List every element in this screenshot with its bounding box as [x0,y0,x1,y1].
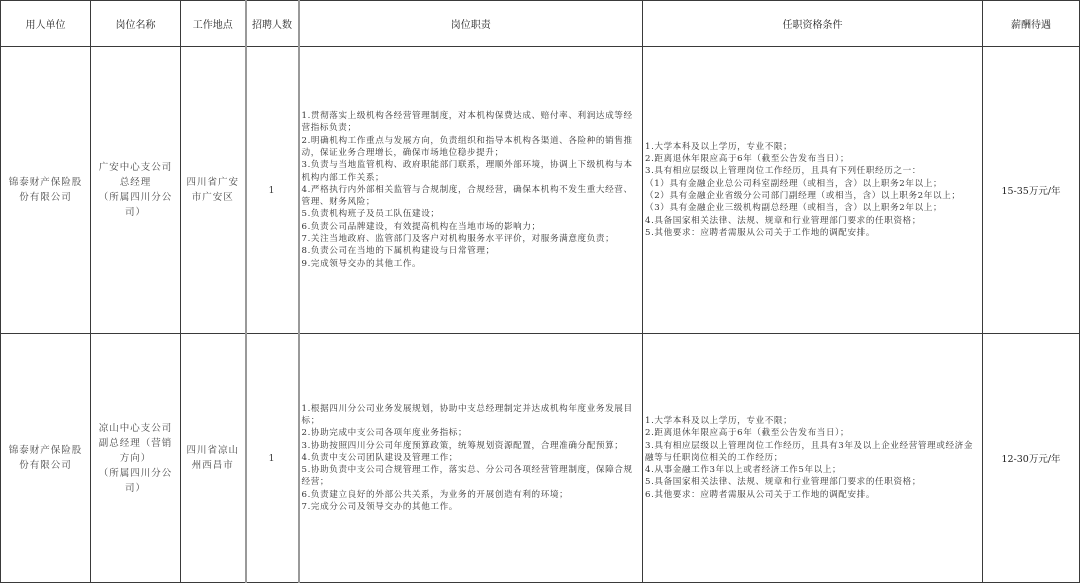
table-row [1,334,1080,583]
qualification-item: 3.具有相应层级以上管理岗位工作经历，且具有下列任职经历之一： [645,166,922,177]
qualification-item: （1）具有金融企业总公司科室副经理（或相当，含）以上职务2年以上； [645,178,943,189]
duties-cell [299,334,643,583]
qualification-item: 1.大学本科及以上学历，专业不限； [645,141,793,152]
duty-item: 3.负责与当地监管机构、政府职能部门联系，理顺外部环境，协调上下级机构与本机构内部工作关系； [301,160,633,183]
table-row [1,47,1080,334]
duty-item: 1.根据四川分公司业务发展规划，协助中支总经理制定并达成机构年度业务发展目标； [301,403,633,426]
qualification-item: 2.距离退休年限应高于6年（截至公告发布当日）； [645,428,850,439]
position-title: 广安中心支公司总经理 [98,162,173,188]
qualification-item: 4.具备国家相关法律、法规、规章和行业管理部门要求的任职资格； [645,215,922,226]
duty-item: 9.完成领导交办的其他工作。 [301,258,422,269]
header-qualifications: 任职资格条件 [643,1,983,47]
qualification-item: 3.具有相应层级以上管理岗位工作经历，且具有3年及以上企业经营管理或经济金融等与任职岗位相关的工作经历； [645,440,974,463]
header-position: 岗位名称 [91,1,181,47]
duty-item: 6.负责建立良好的外部公共关系，为业务的开展创造有利的环境； [301,489,569,500]
employer-cell: 锦泰财产保险股份有限公司 [1,334,91,583]
position-cell [91,334,181,583]
header-location: 工作地点 [181,1,246,47]
qualification-item: 5.具备国家相关法律、法规、规章和行业管理部门要求的任职资格； [645,477,922,488]
qualification-item: 5.其他要求：应聘者需服从公司关于工作地的调配安排。 [645,227,876,238]
header-employer: 用人单位 [1,1,91,47]
header-salary: 薪酬待遇 [983,1,1080,47]
position-title: 凉山中心支公司副总经理（营销方向） [98,422,173,464]
duty-item: 4.严格执行内外部相关监管与合规制度，合规经营，确保本机构不发生重大经营、管理、财务风险； [301,184,633,208]
qualifications-cell [643,334,983,583]
duty-item: 8.负责公司在当地的下属机构建设与日常管理； [301,246,495,257]
duty-item: 5.协助负责中支公司合规管理工作，落实总、分公司各项经营管理制度，保障合规经营； [301,465,633,488]
salary-cell: 12-30万元/年 [983,334,1080,583]
table-header-row [1,1,1080,47]
header-headcount: 招聘人数 [246,1,299,47]
qualification-item: 2.距离退休年限应高于6年（截至公告发布当日）； [645,154,850,165]
location-cell: 四川省凉山州西昌市 [181,334,246,583]
duty-item: 7.关注当地政府、监管部门及客户对机构服务水平评价，对服务满意度负责； [301,234,615,245]
qualification-item: （3）具有金融企业三级机构副总经理（或相当，含）以上职务2年以上； [645,203,943,214]
duty-item: 5.负责机构班子及员工队伍建设； [301,209,440,220]
location-cell: 四川省广安市广安区 [181,47,246,334]
duty-item: 2.明确机构工作重点与发展方向，负责组织和指导本机构各渠道、各险种的销售推动，保证业务合理增长，确保市场地位稳步提升； [301,135,633,158]
duties-cell [299,47,643,334]
duty-item: 4.负责中支公司团队建设及管理工作； [301,452,458,463]
qualification-item: 1.大学本科及以上学历，专业不限； [645,415,793,426]
duty-item: 2.协助完成中支公司各项年度业务指标； [301,428,468,439]
qualification-item: 6.其他要求：应聘者需服从公司关于工作地的调配安排。 [645,489,876,500]
duty-item: 1.贯彻落实上级机构各经营管理制度，对本机构保费达成、赔付率、利润达成等经营指标负责； [301,111,633,134]
headcount-cell: 1 [246,47,299,334]
duty-item: 6.负责公司品牌建设，有效提高机构在当地市场的影响力； [301,221,541,232]
position-note: （所属四川分公司） [98,467,173,494]
duty-item: 3.协助按照四川分公司年度预算政策，统筹规划资源配置，合理准确分配预算； [301,440,624,451]
qualifications-cell [643,47,983,334]
qualification-item: 4.从事金融工作3年以上或者经济工作5年以上； [645,465,842,476]
position-cell [91,47,181,334]
headcount-cell: 1 [246,334,299,583]
salary-cell: 15-35万元/年 [983,47,1080,334]
header-duties: 岗位职责 [299,1,643,47]
position-note: （所属四川分公司） [98,192,173,218]
duty-item: 7.完成分公司及领导交办的其他工作。 [301,502,458,513]
qualification-item: （2）具有金融企业省级分公司部门副经理（或相当，含）以上职务2年以上； [645,191,961,201]
employer-cell: 锦泰财产保险股份有限公司 [1,47,91,334]
